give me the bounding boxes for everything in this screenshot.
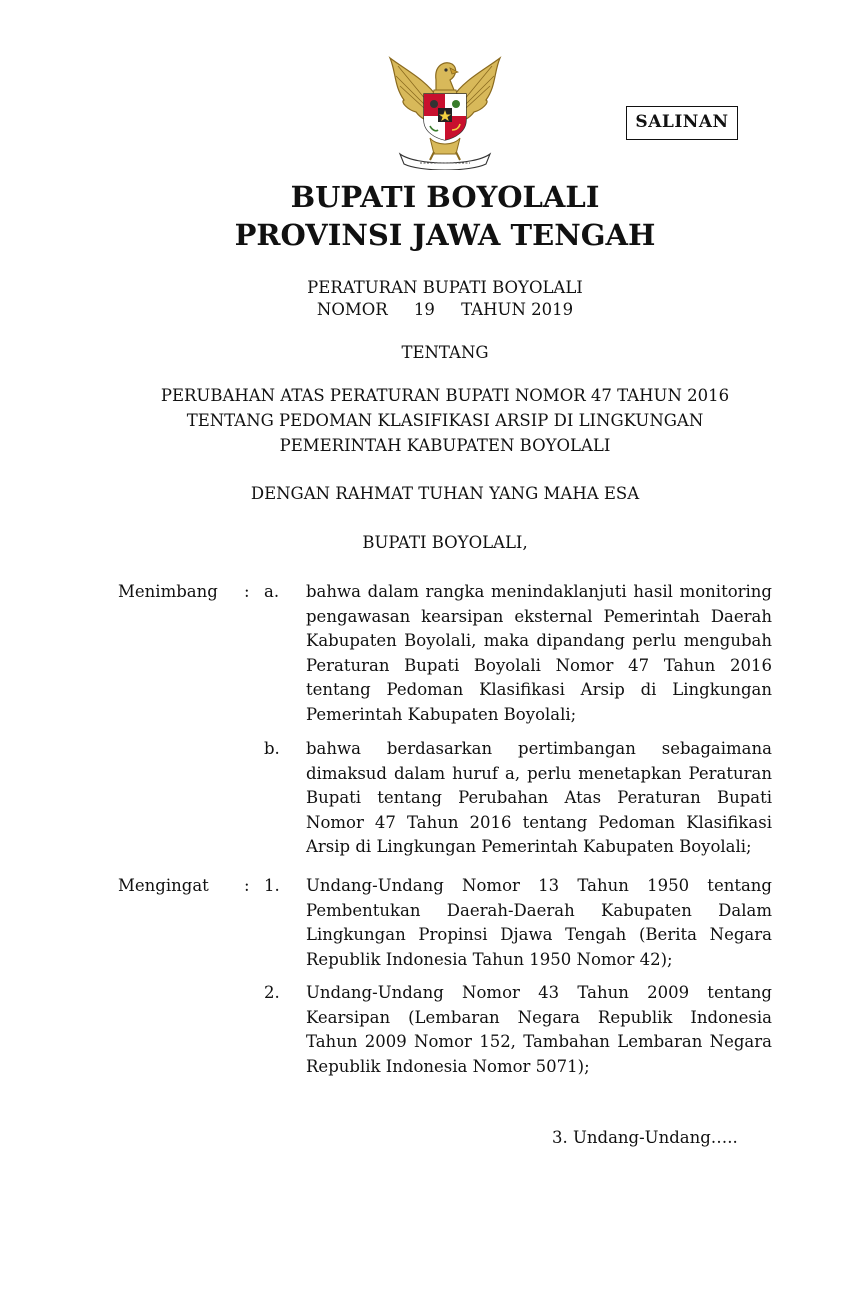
- regulation-number: NOMOR 19 TAHUN 2019: [316, 300, 574, 319]
- menimbang-colon: :: [244, 582, 250, 601]
- salinan-stamp: SALINAN: [626, 106, 738, 140]
- issuer: BUPATI BOYOLALI,: [362, 533, 528, 552]
- subject-line-2: TENTANG PEDOMAN KLASIFIKASI ARSIP DI LINGKUNGAN: [186, 411, 704, 430]
- subject-line-1: PERUBAHAN ATAS PERATURAN BUPATI NOMOR 47 TAHUN 2016: [160, 386, 730, 405]
- mengingat-item-text: Undang-Undang Nomor 13 Tahun 1950 tentang Pembentukan Daerah-Daerah Kabupaten Dalam Lingkungan Propinsi Djawa Tengah (Berita Negara Republik Indonesia Tahun 1950 Nomor 42);: [306, 876, 772, 969]
- garuda-emblem: [386, 50, 504, 170]
- mengingat-item-text: Undang-Undang Nomor 43 Tahun 2009 tentang Kearsipan (Lembaran Negara Republik Indonesia Tahun 2009 Nomor 152, Tambahan Lembaran Negara Republik Indonesia Nomor 5071);: [306, 983, 772, 1076]
- regulation-type: PERATURAN BUPATI BOYOLALI: [307, 278, 583, 297]
- menimbang-item-mark: b.: [264, 739, 280, 758]
- continuation-note: 3. Undang-Undang…..: [552, 1128, 738, 1147]
- heading-line-1: BUPATI BOYOLALI: [290, 180, 600, 214]
- mengingat-item-mark: 1.: [264, 876, 280, 895]
- regulation-about: TENTANG: [401, 343, 489, 362]
- invocation: DENGAN RAHMAT TUHAN YANG MAHA ESA: [250, 484, 640, 503]
- subject-line-3: PEMERINTAH KABUPATEN BOYOLALI: [279, 436, 611, 455]
- menimbang-item-mark: a.: [264, 582, 280, 601]
- mengingat-item-mark: 2.: [264, 983, 280, 1002]
- menimbang-item-text: bahwa berdasarkan pertimbangan sebagaimana dimaksud dalam huruf a, perlu menetapkan Peraturan Bupati tentang Perubahan Atas Peraturan Bupati Nomor 47 Tahun 2016 tentang Pedoman Klasifikasi Arsip di Lingkungan Pemerintah Kabupaten Boyolali;: [306, 739, 772, 856]
- menimbang-item-text: bahwa dalam rangka menindaklanjuti hasil monitoring pengawasan kearsipan eksternal Pemerintah Daerah Kabupaten Boyolali, maka dipandang perlu mengubah Peraturan Bupati Boyolali Nomor 47 Tahun 2016 tentang Pedoman Klasifikasi Arsip di Lingkungan Pemerintah Kabupaten Boyolali;: [306, 582, 772, 724]
- mengingat-colon: :: [244, 876, 250, 895]
- menimbang-label: Menimbang: [118, 582, 218, 601]
- heading-line-2: PROVINSI JAWA TENGAH: [234, 218, 656, 252]
- mengingat-label: Mengingat: [118, 876, 209, 895]
